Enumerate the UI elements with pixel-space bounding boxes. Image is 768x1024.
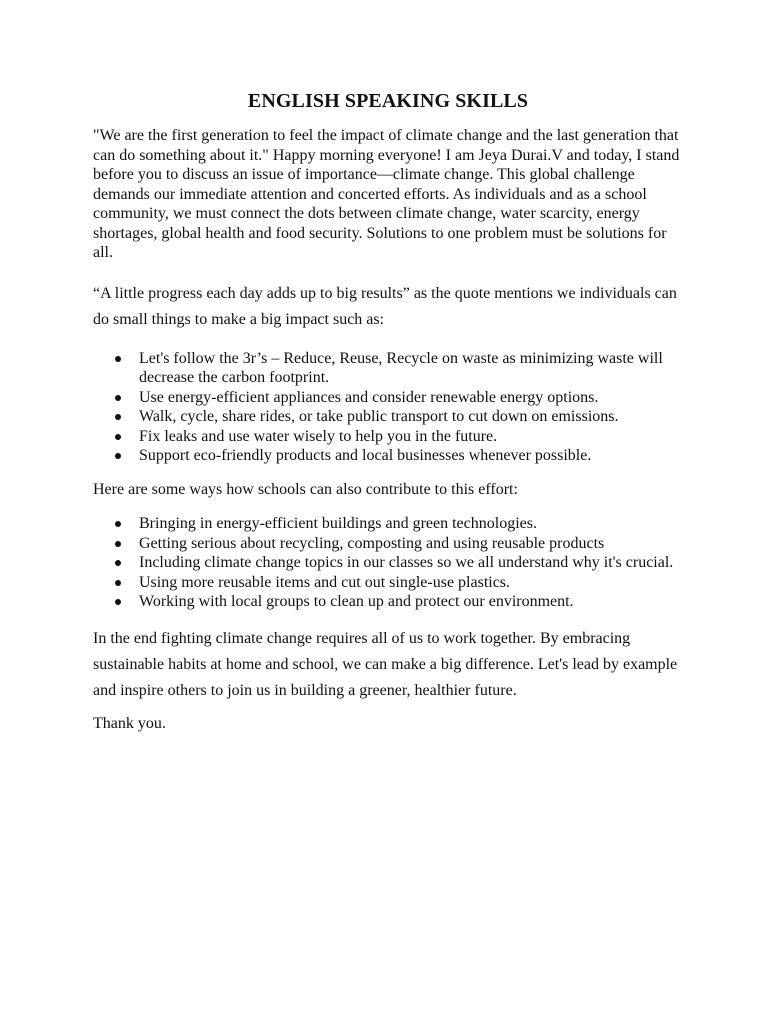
individual-actions-list	[93, 349, 683, 466]
list-item-text: Support eco-friendly products and local businesses whenever possible.	[139, 447, 592, 464]
list-item	[93, 592, 683, 612]
schools-intro-paragraph: Here are some ways how schools can also contribute to this effort:	[93, 480, 518, 498]
intro-paragraph: "We are the first generation to feel the impact of climate change and the last generation that can do something about it." Happy morning everyone! I am Jeya Durai.V and today, I stand before you to discuss an issue of importance—climate change. This global challenge demands our immediate attention and concerted efforts. As individuals and as a school community, we must connect the dots between climate change, water scarcity, energy shortages, global health and food security. Solutions to one problem must be solutions for all.	[93, 127, 680, 261]
quote-paragraph: “A little progress each day adds up to big results” as the quote mentions we individuals can do small things to make a big impact such as:	[93, 284, 677, 328]
list-item-text: Use energy-efficient appliances and consider renewable energy options.	[139, 388, 599, 406]
list-item-text: Fix leaks and use water wisely to help you in the future.	[139, 427, 498, 445]
document-page	[93, 88, 683, 737]
list-item-text: Bringing in energy-efficient buildings and green technologies.	[139, 515, 537, 532]
conclusion-paragraph: In the end fighting climate change requires all of us to work together. By embracing sustainable habits at home and school, we can make a big difference. Let's lead by example and inspire others to join us in building a greener, healthier future.	[93, 629, 678, 699]
bullet-icon	[115, 414, 121, 420]
bullet-icon	[115, 560, 121, 566]
bullet-icon	[115, 521, 121, 527]
bullet-icon	[115, 434, 121, 440]
list-item	[93, 553, 683, 573]
bullet-icon	[115, 580, 121, 586]
list-item	[93, 407, 683, 427]
closing-line: Thank you.	[93, 714, 166, 732]
school-actions-list	[93, 514, 683, 612]
list-item-text: Getting serious about recycling, composting and using reusable products	[139, 534, 605, 552]
bullet-icon	[115, 453, 121, 459]
list-item	[93, 349, 683, 388]
list-item-text: Walk, cycle, share rides, or take public transport to cut down on emissions.	[139, 408, 619, 425]
bullet-icon	[115, 599, 121, 605]
list-item-text: Let's follow the 3r’s – Reduce, Reuse, Recycle on waste as minimizing waste will decrease the carbon footprint.	[139, 349, 663, 386]
list-item	[93, 446, 683, 466]
list-item-text: Including climate change topics in our classes so we all understand why it's crucial.	[139, 554, 674, 571]
list-item	[93, 534, 683, 554]
list-item	[93, 573, 683, 593]
list-item	[93, 514, 683, 534]
list-item	[93, 388, 683, 408]
list-item	[93, 427, 683, 447]
list-item-text: Using more reusable items and cut out single-use plastics.	[139, 573, 511, 591]
bullet-icon	[115, 395, 121, 401]
bullet-icon	[115, 541, 121, 547]
list-item-text: Working with local groups to clean up and protect our environment.	[139, 593, 574, 610]
document-title: ENGLISH SPEAKING SKILLS	[247, 90, 529, 112]
bullet-icon	[115, 356, 121, 362]
